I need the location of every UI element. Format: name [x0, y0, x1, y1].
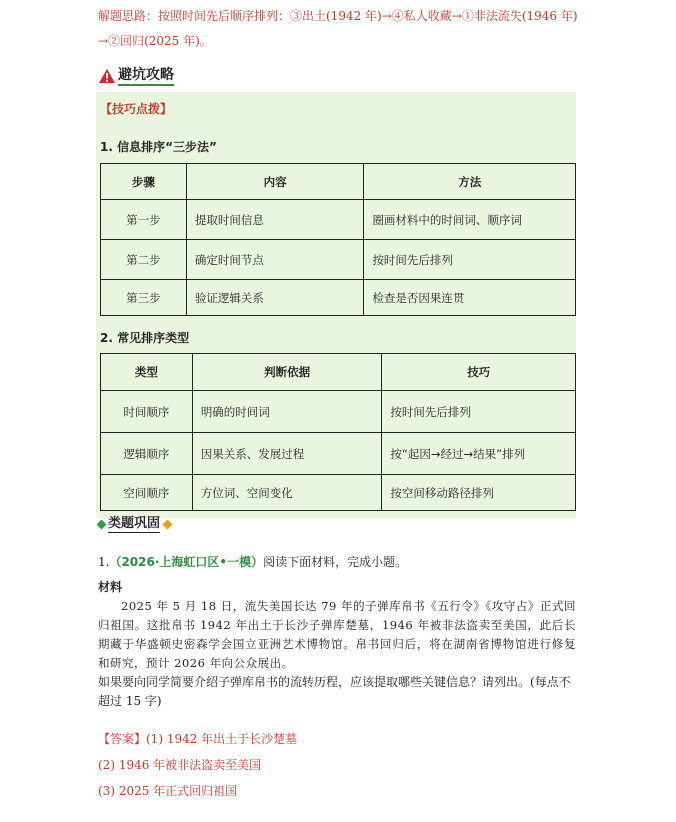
- table-row: [101, 391, 576, 433]
- table-cell: 检查是否因果连贯: [364, 280, 576, 316]
- answer-line-3: (3) 2025 年正式回归祖国: [98, 784, 238, 798]
- similar-title: 类题巩固: [108, 516, 161, 531]
- sort-types-table: [100, 353, 576, 511]
- section-1-title: 1. 信息排序“三步法”: [100, 140, 217, 154]
- material-label: 材料: [98, 580, 123, 594]
- similar-heading: [98, 516, 171, 533]
- table-header-cell: 判断依据: [192, 354, 382, 391]
- table-cell: 因果关系、发展过程: [192, 433, 382, 475]
- table-header-row: [101, 164, 576, 200]
- table-row: [101, 475, 576, 511]
- table-cell: 按时间先后排列: [382, 391, 576, 433]
- table-cell: 按空间移动路径排列: [382, 475, 576, 511]
- pitfall-title: 避坑攻略: [118, 66, 174, 86]
- table-header-cell: 类型: [101, 354, 193, 391]
- question-prompt: 阅读下面材料，完成小题。: [263, 555, 408, 569]
- solution-line-2: →②回归(2025 年)。: [98, 34, 212, 48]
- question-line: [98, 553, 407, 570]
- table-header-row: [101, 354, 576, 391]
- solution-line-1: 解题思路：按照时间先后顺序排列：③出土(1942 年)→④私人收藏→①非法流失(1946 年): [98, 9, 578, 23]
- material-paragraph: 2025 年 5 月 18 日，流失美国长达 79 年的子弹库帛书《五行令》《攻守占》正式回归祖国。这批帛书 1942 年出土于长沙子弹库楚墓，1946 年被非法盗卖至美国，此后长期藏于华盛顿史密森学会国立亚洲艺术博物馆。帛书回归后，将在湖南省博物馆进行修复和研究，预计 2026 年向公众展出。: [98, 599, 576, 670]
- table-cell: 逻辑顺序: [101, 433, 193, 475]
- table-row: [101, 433, 576, 475]
- table-cell: 验证逻辑关系: [186, 280, 364, 316]
- table-header-cell: 内容: [186, 164, 364, 200]
- diamond-icon: [163, 520, 173, 530]
- question-number: 1.: [98, 555, 110, 569]
- table-cell: 明确的时间词: [192, 391, 382, 433]
- table-cell: 按“起因→经过→结果”排列: [382, 433, 576, 475]
- three-step-table: [100, 163, 576, 316]
- answer-block: [98, 726, 297, 804]
- table-cell: 第三步: [101, 280, 187, 316]
- table-cell: 第二步: [101, 240, 187, 280]
- table-cell: 空间顺序: [101, 475, 193, 511]
- table-cell: 按时间先后排列: [364, 240, 576, 280]
- tips-heading: 【技巧点拨】: [100, 102, 173, 116]
- section-2-title: 2. 常见排序类型: [100, 331, 190, 345]
- table-cell: 方位词、空间变化: [192, 475, 382, 511]
- table-header-cell: 技巧: [382, 354, 576, 391]
- table-cell: 确定时间节点: [186, 240, 364, 280]
- table-header-cell: 步骤: [101, 164, 187, 200]
- question-source: （2026·上海虹口区•一模）: [109, 555, 264, 569]
- answer-line-1: 【答案】(1) 1942 年出土于长沙楚墓: [98, 732, 298, 746]
- diamond-icon: [97, 520, 107, 530]
- table-header-cell: 方法: [364, 164, 576, 200]
- table-cell: 时间顺序: [101, 391, 193, 433]
- table-cell: 提取时间信息: [186, 200, 364, 240]
- table-cell: 第一步: [101, 200, 187, 240]
- answer-line-2: (2) 1946 年被非法盗卖至美国: [98, 758, 262, 772]
- material-text: [98, 597, 576, 673]
- table-row: [101, 240, 576, 280]
- pitfall-heading: [98, 66, 174, 86]
- table-row: [101, 280, 576, 316]
- warning-icon: [98, 68, 116, 84]
- question-ask: 如果要向同学简要介绍子弹库帛书的流转历程，应该提取哪些关键信息？请列出。(每点不超过 15 字): [98, 675, 571, 708]
- table-row: [101, 200, 576, 240]
- solution-paragraph: [98, 4, 588, 54]
- table-cell: 圈画材料中的时间词、顺序词: [364, 200, 576, 240]
